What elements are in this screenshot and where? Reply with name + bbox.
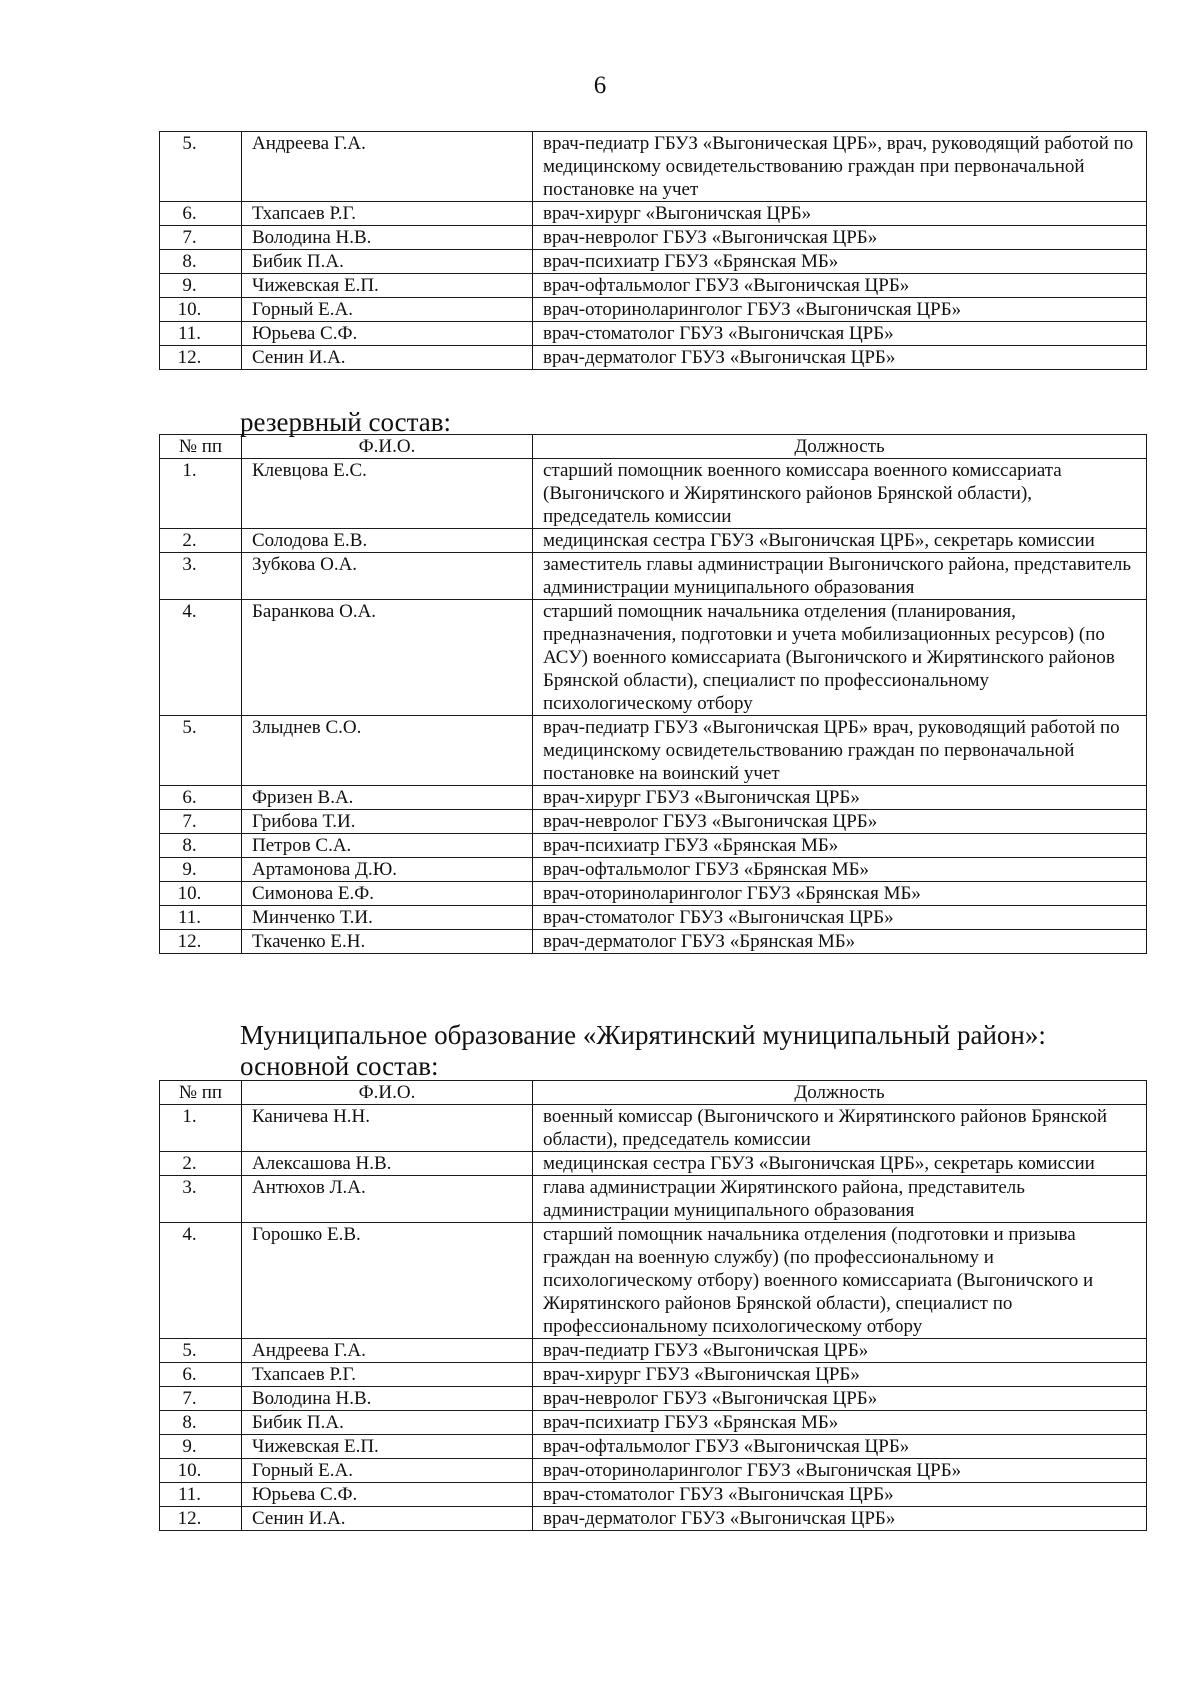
person-position: старший помощник начальника отделения (подготовки и призыва граждан на военную службу) (по профессиональному и психологическому отбору) военного комиссариата (Выгоничского и Жирятинского районов Брянской области), специалист по профессиональному психологическому отбору — [533, 1223, 1147, 1339]
person-name: Володина Н.В. — [242, 1387, 533, 1411]
person-name: Каничева Н.Н. — [242, 1105, 533, 1152]
person-position: врач-невролог ГБУЗ «Выгоничская ЦРБ» — [533, 226, 1147, 250]
person-position: врач-психиатр ГБУЗ «Брянская МБ» — [533, 1411, 1147, 1435]
table-row — [160, 459, 1147, 529]
header-position: Должность — [533, 435, 1147, 459]
person-name: Бибик П.А. — [242, 250, 533, 274]
table-row — [160, 346, 1147, 370]
person-name: Тхапсаев Р.Г. — [242, 1363, 533, 1387]
person-position: врач-хирург «Выгоничская ЦРБ» — [533, 202, 1147, 226]
table-row — [160, 786, 1147, 810]
person-name: Чижевская Е.П. — [242, 274, 533, 298]
person-position: заместитель главы администрации Выгоничского района, представитель администрации муниципального образования — [533, 553, 1147, 600]
row-number: 12. — [160, 346, 242, 370]
row-number: 8. — [160, 1411, 242, 1435]
table-row — [160, 1435, 1147, 1459]
table-row — [160, 1152, 1147, 1176]
person-name: Володина Н.В. — [242, 226, 533, 250]
person-name: Солодова Е.В. — [242, 529, 533, 553]
person-name: Ткаченко Е.Н. — [242, 930, 533, 954]
row-number: 1. — [160, 1105, 242, 1152]
row-number: 2. — [160, 529, 242, 553]
person-position: врач-невролог ГБУЗ «Выгоничская ЦРБ» — [533, 1387, 1147, 1411]
reserve-heading: резервный состав: — [240, 407, 452, 437]
table-row — [160, 930, 1147, 954]
table-row — [160, 1411, 1147, 1435]
table-row — [160, 1507, 1147, 1531]
row-number: 12. — [160, 1507, 242, 1531]
person-name: Сенин И.А. — [242, 346, 533, 370]
person-position: врач-офтальмолог ГБУЗ «Брянская МБ» — [533, 858, 1147, 882]
row-number: 7. — [160, 810, 242, 834]
table-row — [160, 226, 1147, 250]
row-number: 5. — [160, 716, 242, 786]
row-number: 2. — [160, 1152, 242, 1176]
table-row — [160, 834, 1147, 858]
table-header-row — [160, 435, 1147, 459]
row-number: 9. — [160, 274, 242, 298]
row-number: 6. — [160, 1363, 242, 1387]
person-name: Грибова Т.И. — [242, 810, 533, 834]
row-number: 11. — [160, 322, 242, 346]
person-name: Сенин И.А. — [242, 1507, 533, 1531]
person-position: врач-психиатр ГБУЗ «Брянская МБ» — [533, 834, 1147, 858]
person-position: врач-оториноларинголог ГБУЗ «Брянская МБ» — [533, 882, 1147, 906]
header-num: № пп — [160, 1081, 242, 1105]
person-position: врач-невролог ГБУЗ «Выгоничская ЦРБ» — [533, 810, 1147, 834]
person-position: врач-дерматолог ГБУЗ «Выгоничская ЦРБ» — [533, 346, 1147, 370]
table-row — [160, 322, 1147, 346]
person-name: Клевцова Е.С. — [242, 459, 533, 529]
table-row — [160, 810, 1147, 834]
person-name: Антюхов Л.А. — [242, 1176, 533, 1223]
table-row — [160, 1459, 1147, 1483]
row-number: 1. — [160, 459, 242, 529]
table-row — [160, 1387, 1147, 1411]
row-number: 10. — [160, 882, 242, 906]
person-position: врач-педиатр ГБУЗ «Выгоничская ЦРБ» — [533, 1339, 1147, 1363]
person-name: Симонова Е.Ф. — [242, 882, 533, 906]
row-number: 8. — [160, 834, 242, 858]
person-position: врач-дерматолог ГБУЗ «Выгоничская ЦРБ» — [533, 1507, 1147, 1531]
person-name: Чижевская Е.П. — [242, 1435, 533, 1459]
person-name: Андреева Г.А. — [242, 1339, 533, 1363]
row-number: 4. — [160, 1223, 242, 1339]
row-number: 6. — [160, 786, 242, 810]
header-name: Ф.И.О. — [242, 1081, 533, 1105]
table-row — [160, 1223, 1147, 1339]
row-number: 5. — [160, 132, 242, 202]
table-row — [160, 1339, 1147, 1363]
table-row — [160, 202, 1147, 226]
person-position: врач-оториноларинголог ГБУЗ «Выгоничская ЦРБ» — [533, 1459, 1147, 1483]
person-position: врач-стоматолог ГБУЗ «Выгоничская ЦРБ» — [533, 906, 1147, 930]
reserve-table — [159, 434, 1147, 954]
row-number: 9. — [160, 1435, 242, 1459]
person-position: врач-хирург ГБУЗ «Выгоничская ЦРБ» — [533, 1363, 1147, 1387]
table-row — [160, 298, 1147, 322]
table-row — [160, 553, 1147, 600]
continuation-table — [159, 131, 1147, 370]
table-row — [160, 1483, 1147, 1507]
table-header-row — [160, 1081, 1147, 1105]
person-position: врач-хирург ГБУЗ «Выгоничская ЦРБ» — [533, 786, 1147, 810]
person-position: врач-педиатр ГБУЗ «Выгоническая ЦРБ», врач, руководящий работой по медицинскому освидетельствованию граждан при первоначальной постановке на учет — [533, 132, 1147, 202]
person-name: Горный Е.А. — [242, 1459, 533, 1483]
row-number: 9. — [160, 858, 242, 882]
table-row — [160, 906, 1147, 930]
person-position: врач-психиатр ГБУЗ «Брянская МБ» — [533, 250, 1147, 274]
person-position: врач-педиатр ГБУЗ «Выгоничская ЦРБ» врач, руководящий работой по медицинскому освидетельствованию граждан по первоначальной постановке на воинский учет — [533, 716, 1147, 786]
header-position: Должность — [533, 1081, 1147, 1105]
person-name: Зубкова О.А. — [242, 553, 533, 600]
row-number: 3. — [160, 553, 242, 600]
person-name: Андреева Г.А. — [242, 132, 533, 202]
main-composition-table — [159, 1080, 1147, 1531]
table-row — [160, 274, 1147, 298]
person-name: Бибик П.А. — [242, 1411, 533, 1435]
person-position: военный комиссар (Выгоничского и Жирятинского районов Брянской области), председатель комиссии — [533, 1105, 1147, 1152]
row-number: 6. — [160, 202, 242, 226]
person-position: врач-офтальмолог ГБУЗ «Выгоничская ЦРБ» — [533, 274, 1147, 298]
person-name: Петров С.А. — [242, 834, 533, 858]
person-position: старший помощник начальника отделения (планирования, предназначения, подготовки и учета мобилизационных ресурсов) (по АСУ) военного комиссариата (Выгоничского и Жирятинского районов Брянской области), специалист по профессиональному психологическому отбору — [533, 600, 1147, 716]
person-position: медицинская сестра ГБУЗ «Выгоничская ЦРБ», секретарь комиссии — [533, 1152, 1147, 1176]
person-name: Фризен В.А. — [242, 786, 533, 810]
person-name: Баранкова О.А. — [242, 600, 533, 716]
continuation-table-body — [160, 132, 1147, 370]
table-row — [160, 716, 1147, 786]
person-name: Минченко Т.И. — [242, 906, 533, 930]
row-number: 10. — [160, 1459, 242, 1483]
person-name: Артамонова Д.Ю. — [242, 858, 533, 882]
row-number: 7. — [160, 1387, 242, 1411]
page-number: 6 — [593, 72, 607, 99]
header-num: № пп — [160, 435, 242, 459]
person-position: глава администрации Жирятинского района, представитель администрации муниципального образования — [533, 1176, 1147, 1223]
row-number: 12. — [160, 930, 242, 954]
row-number: 11. — [160, 1483, 242, 1507]
row-number: 3. — [160, 1176, 242, 1223]
person-name: Юрьева С.Ф. — [242, 1483, 533, 1507]
person-name: Горный Е.А. — [242, 298, 533, 322]
table-row — [160, 882, 1147, 906]
table-row — [160, 250, 1147, 274]
table-row — [160, 600, 1147, 716]
row-number: 4. — [160, 600, 242, 716]
table-row — [160, 1105, 1147, 1152]
person-position: врач-стоматолог ГБУЗ «Выгоничская ЦРБ» — [533, 1483, 1147, 1507]
table-row — [160, 529, 1147, 553]
table-row — [160, 132, 1147, 202]
person-position: старший помощник военного комиссара военного комиссариата (Выгоничского и Жирятинского районов Брянской области), председатель комиссии — [533, 459, 1147, 529]
header-name: Ф.И.О. — [242, 435, 533, 459]
person-name: Злыднев С.О. — [242, 716, 533, 786]
row-number: 7. — [160, 226, 242, 250]
person-name: Тхапсаев Р.Г. — [242, 202, 533, 226]
table-row — [160, 1176, 1147, 1223]
main-composition-table-body — [160, 1105, 1147, 1531]
reserve-table-body — [160, 459, 1147, 954]
table-row — [160, 1363, 1147, 1387]
row-number: 10. — [160, 298, 242, 322]
row-number: 8. — [160, 250, 242, 274]
person-position: врач-дерматолог ГБУЗ «Брянская МБ» — [533, 930, 1147, 954]
table-row — [160, 858, 1147, 882]
person-position: врач-офтальмолог ГБУЗ «Выгоничская ЦРБ» — [533, 1435, 1147, 1459]
main-composition-heading: основной состав: — [240, 1051, 439, 1081]
row-number: 5. — [160, 1339, 242, 1363]
row-number: 11. — [160, 906, 242, 930]
person-name: Юрьева С.Ф. — [242, 322, 533, 346]
person-name: Горошко Е.В. — [242, 1223, 533, 1339]
person-position: врач-стоматолог ГБУЗ «Выгоничская ЦРБ» — [533, 322, 1147, 346]
person-position: врач-оториноларинголог ГБУЗ «Выгоничская ЦРБ» — [533, 298, 1147, 322]
person-name: Алексашова Н.В. — [242, 1152, 533, 1176]
municipality-heading: Муниципальное образование «Жирятинский муниципальный район»: — [240, 1020, 1046, 1050]
person-position: медицинская сестра ГБУЗ «Выгоничская ЦРБ», секретарь комиссии — [533, 529, 1147, 553]
